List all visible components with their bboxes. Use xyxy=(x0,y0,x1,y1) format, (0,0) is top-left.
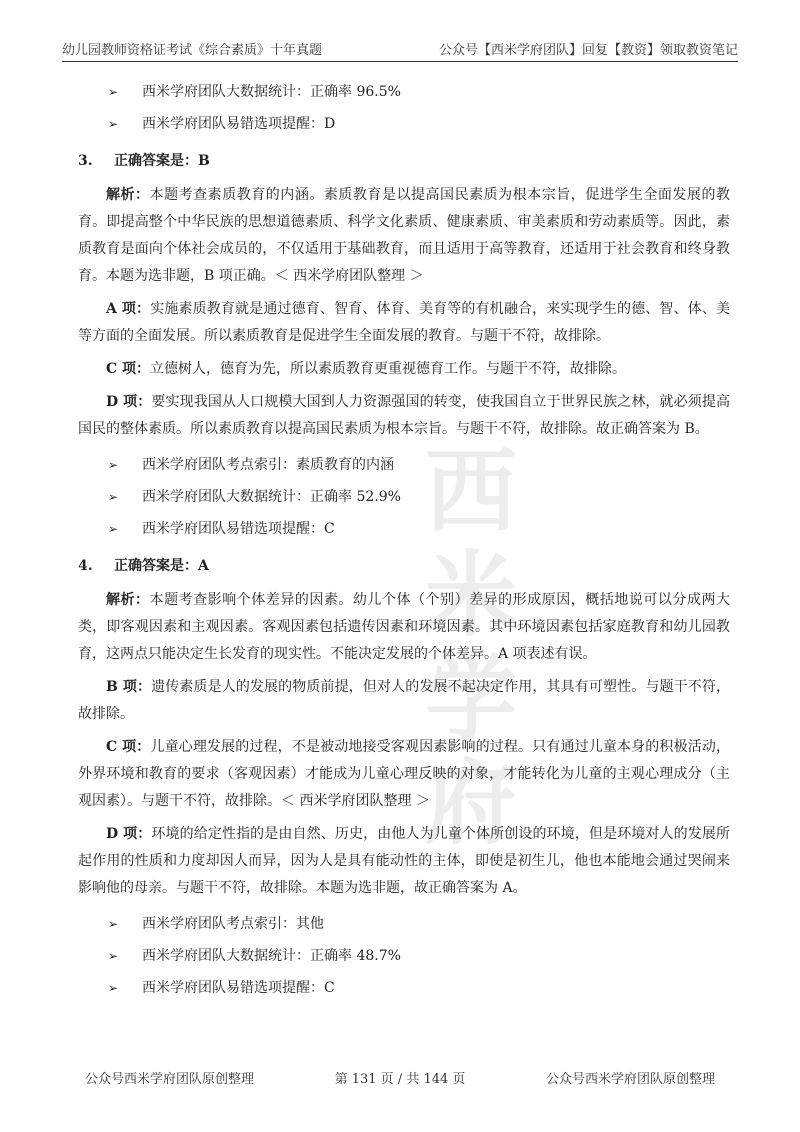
list-item: ➢ 西米学府团队大数据统计：正确率 96.5% xyxy=(78,76,730,108)
arrow-bullet-icon: ➢ xyxy=(108,948,119,963)
list-item: ➢ 西米学府团队考点索引：素质教育的内涵 xyxy=(78,449,730,481)
list-item: ➢ 西米学府团队考点索引：其他 xyxy=(78,908,730,940)
q4-option-b: B 项：遗传素质是人的发展的物质前提，但对人的发展不起决定作用，其具有可塑性。与题干不符，故排除。 xyxy=(78,679,730,722)
question-3-heading: 3. 正确答案是：B xyxy=(78,152,210,169)
arrow-bullet-icon: ➢ xyxy=(108,116,119,131)
list-item: ➢ 西米学府团队大数据统计：正确率 52.9% xyxy=(78,481,730,513)
q3-option-d: D 项：要实现我国从人口规模大国到人力资源强国的转变，使我国自立于世界民族之林，就必须提高国民的整体素质。所以素质教育以提高国民素质为根本宗旨。与题干不符，故排除。故正确答案为 B。 xyxy=(78,394,731,437)
page-content xyxy=(78,76,730,1004)
list-item: ➢ 西米学府团队大数据统计：正确率 48.7% xyxy=(78,940,730,972)
arrow-bullet-icon: ➢ xyxy=(108,916,119,931)
page-number: 第 131 页 / 共 144 页 xyxy=(334,1072,466,1087)
q4-option-d: D 项：环境的给定性指的是由自然、历史，由他人为儿童个体所创设的环境，但是环境对人的发展所起作用的性质和力度却因人而异，因为人是具有能动性的主体，即使是初生儿，他也本能地会通过哭闹来影响他的母亲。与题干不符，故排除。本题为选非题，故正确答案为 A。 xyxy=(78,826,731,896)
q3-option-c: C 项：立德树人，德育为先，所以素质教育更重视德育工作。与题干不符，故排除。 xyxy=(106,361,627,377)
header-left-title: 幼儿园教师资格证考试《综合素质》十年真题 xyxy=(62,43,323,58)
arrow-bullet-icon: ➢ xyxy=(108,489,119,504)
arrow-bullet-icon: ➢ xyxy=(108,521,119,536)
q3-option-a: A 项：实施素质教育就是通过德育、智育、体育、美育等的有机融合，来实现学生的德、智、体、美等方面的全面发展。所以素质教育是促进学生全面发展的教育。与题干不符，故排除。 xyxy=(78,301,730,344)
list-item: ➢ 西米学府团队易错选项提醒：C xyxy=(78,513,730,545)
list-item: ➢ 西米学府团队易错选项提醒：D xyxy=(78,108,730,140)
page-header xyxy=(62,38,738,62)
q4-analysis: 解析：本题考查影响个体差异的因素。幼儿个体（个别）差异的形成原因，概括地说可以分成两大类，即客观因素和主观因素。客观因素包括遗传因素和环境因素。其中环境因素包括家庭教育和幼儿园教育，这两点只能决定生长发育的现实性。不能决定发展的个体差异。A 项表述有误。 xyxy=(78,592,731,662)
footer-left: 公众号西米学府团队原创整理 xyxy=(85,1072,255,1087)
list-item: ➢ 西米学府团队易错选项提醒：C xyxy=(78,972,730,1004)
page-footer xyxy=(85,1068,715,1087)
arrow-bullet-icon: ➢ xyxy=(108,980,119,995)
arrow-bullet-icon: ➢ xyxy=(108,457,119,472)
footer-right: 公众号西米学府团队原创整理 xyxy=(545,1072,715,1087)
arrow-bullet-icon: ➢ xyxy=(108,84,119,99)
q4-option-c: C 项：儿童心理发展的过程，不是被动地接受客观因素影响的过程。只有通过儿童本身的积极活动，外界环境和教育的要求（客观因素）才能成为儿童心理反映的对象，才能转化为儿童的主观心理成分（主观因素）。与题干不符，故排除。＜ 西米学府团队整理 ＞ xyxy=(78,739,730,809)
question-4-heading: 4. 正确答案是：A xyxy=(78,557,209,574)
q3-analysis: 解析：本题考查素质教育的内涵。素质教育是以提高国民素质为根本宗旨，促进学生全面发展的教育。即提高整个中华民族的思想道德素质、科学文化素质、健康素质、审美素质和劳动素质等。因此，素质教育是面向个体社会成员的，不仅适用于基础教育，而且适用于高等教育，还适用于社会教育和终身教育。本题为选非题，B 项正确。＜ 西米学府团队整理 ＞ xyxy=(78,187,731,284)
watermark: 西米学府 xyxy=(424,438,521,857)
header-right-title: 公众号【西米学府团队】回复【教资】领取教资笔记 xyxy=(438,43,738,58)
